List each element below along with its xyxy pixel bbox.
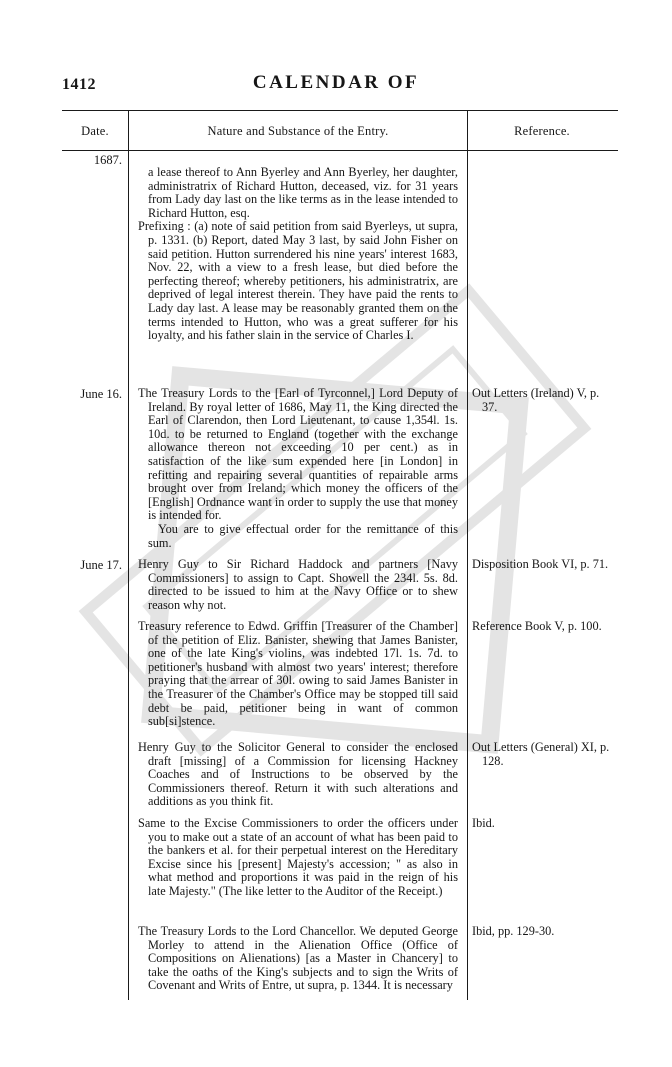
entry-text	[138, 558, 458, 612]
reference-text: Out Letters (General) XI, p. 128.	[472, 740, 610, 768]
entry-paragraph: Treasury reference to Edwd. Griffin [Treasurer of the Chamber] of the petition of Eliz. Banister, shewing that James Banister, one of the late King's violins, was indebted 17l. 1s. 7d. to petitioner's husband with almost two years' interest; therefore praying that the arrear of 30l. owing to said James Banister in the Treasurer of the Chamber's Office may be stopped till said debt be paid, petitioner being in want of common sub[si]stence.	[138, 619, 458, 729]
page-title: CALENDAR OF	[252, 72, 420, 93]
entry-reference	[472, 558, 614, 572]
entry-paragraph: Henry Guy to the Solicitor General to consider the enclosed draft [missing] of a Commission for licensing Hackney Coaches and of Instructions to be observed by the Commissioners thereof. Return it with such alterations and additions as you think fit.	[138, 740, 458, 809]
reference-text: Ibid.	[472, 816, 495, 830]
entry-paragraph: Same to the Excise Commissioners to order the officers under you to make out a state of an account of what has been paid to the bankers et al. for their perpetual interest on the Hereditary Excise since his [present] Majesty's accession; " as also in what method and proportions it was paid in the reign of his late Majesty." (The like letter to the Auditor of the Receipt.)	[138, 816, 458, 898]
page-number: 1412	[62, 76, 96, 93]
page-header	[62, 62, 610, 92]
entry-paragraph: Prefixing : (a) note of said petition from said Byerleys, ut supra, p. 1331. (b) Report, dated May 3 last, by said John Fisher on said petition. Hutton surrendered his nine years' interest 1683, Nov. 22, with a view to a fresh lease, but died before the perfecting thereof; whereby petitioners, his administratrix, are deprived of legal interest therein. They have paid the rents to Lady day last. A lease may be reasonably granted them on the terms intended to Hutton, who was a great sufferer for his loyalty, and his father slain in the service of Charles I.	[138, 219, 458, 343]
column-header-date: Date.	[81, 124, 109, 138]
reference-text: Disposition Book VI, p. 71.	[472, 557, 609, 571]
entry-date: June 16.	[80, 387, 122, 401]
entry-reference	[472, 925, 614, 939]
entry-paragraph: You are to give effectual order for the remittance of this sum.	[148, 521, 458, 550]
entry-reference	[472, 741, 614, 768]
entry-reference	[472, 387, 614, 414]
entry-paragraph: The Treasury Lords to the Lord Chancellor. We deputed George Morley to attend in the Alienation Office (Office of Compositions on Alienations) [as a Master in Chancery] to take the oaths of the King's subjects and to sign the Writs of Covenant and Writs of Entre, ut supra, p. 1344. It is necessary	[138, 924, 458, 993]
entry-text	[138, 817, 458, 899]
entry-text	[138, 387, 458, 550]
column-header-nature: Nature and Substance of the Entry.	[207, 124, 389, 138]
reference-column-divider	[467, 110, 468, 1000]
entry-text	[138, 620, 458, 729]
entry-reference	[472, 817, 614, 831]
reference-text: Ibid, pp. 129-30.	[472, 924, 555, 938]
reference-text: Reference Book V, p. 100.	[472, 619, 602, 633]
column-header-reference: Reference.	[514, 124, 570, 138]
entry-paragraph: Henry Guy to Sir Richard Haddock and partners [Navy Commissioners] to assign to Capt. Showell the 234l. 5s. 8d. directed to be issued to him at the Navy Office or to shew reason why not.	[138, 557, 458, 612]
entry-date: 1687.	[93, 153, 122, 167]
date-column-divider	[128, 110, 129, 1000]
entry-date: June 17.	[80, 558, 122, 572]
entry-text	[138, 166, 458, 343]
table-top-rule	[62, 110, 618, 111]
entry-text	[138, 741, 458, 809]
entry-paragraph: The Treasury Lords to the [Earl of Tyrconnel,] Lord Deputy of Ireland. By royal letter of 1686, May 11, the King directed the Earl of Clarendon, then Lord Lieutenant, to cause 1,354l. 1s. 10d. to be returned to England (together with the exchange allowance thereon not exceeding 10 per cent.) as in satisfaction of the like sum expended here [in London] in refitting and repairing several quantities of repairable arms brought over from Ireland; which money the officers of the [English] Ordnance want in order to supply the use that money is intended for.	[138, 386, 458, 523]
reference-text: Out Letters (Ireland) V, p. 37.	[472, 386, 600, 414]
entry-text	[138, 925, 458, 993]
entry-paragraph: a lease thereof to Ann Byerley and Ann Byerley, her daughter, administratrix of Richard Hutton, deceased, viz. for 31 years from Lady day last on the like terms as in the lease intended to Richard Hutton, esq.	[148, 165, 458, 220]
entry-reference	[472, 620, 614, 634]
table-header-rule	[62, 150, 618, 151]
